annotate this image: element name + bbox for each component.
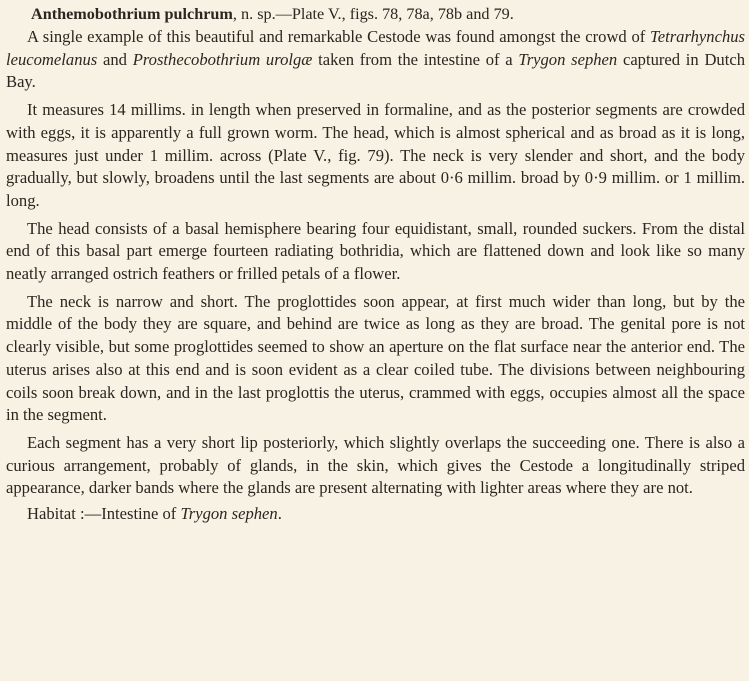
- paragraph-text: The neck is narrow and short. The proglottides soon appear, at first much wider than long, but by the middle of the body they are square, and behind are twice as long as they are broad. The genital pore is not clearly visible, but some proglottides seemed to show an aperture on the flat surface near the anterior end. The uterus arises also at this end and is soon evident as a clear coiled tube. The divisions between neighbouring coils soon break down, and in the last proglottis the uterus, crammed with eggs, occupies almost all the space in the segment.: [6, 291, 745, 425]
- paragraph-text: Each segment has a very short lip posteriorly, which slightly overlaps the succeeding one. There is also a curious arrangement, probably of glands, in the skin, which gives the Cestode a longitudinally striped appearance, darker bands where the glands are present alternating with lighter areas where they are not.: [6, 432, 745, 498]
- paragraph-text: captured in Dutch Bay.: [6, 49, 746, 92]
- paragraph-text: A single example of this beautiful and remarkable Cestode was found amongst the crowd of: [27, 27, 651, 46]
- paragraph: [6, 432, 745, 500]
- species-name: Tetrarhynchus leucomelanus: [6, 27, 745, 69]
- habitat-label: Habitat :—Intestine of: [27, 504, 181, 524]
- species-heading-detail: , n. sp.—Plate V., figs. 78, 78a, 78b and 79.: [232, 5, 514, 23]
- paragraph-text: The head consists of a basal hemisphere bearing four equidistant, small, rounded suckers. From the distal end of this basal part emerge fourteen radiating bothridia, which are flattened down and look like so many neatly arranged ostrich feathers or frilled petals of a flower.: [6, 218, 745, 284]
- habitat-species: Trygon sephen: [180, 504, 278, 524]
- habitat-end: .: [277, 504, 282, 524]
- paragraph-text: and: [97, 49, 133, 69]
- species-title: Anthemobothrium pulchrum: [31, 5, 233, 23]
- paragraph-text: taken from the intestine of a: [312, 49, 519, 69]
- paragraph: [6, 218, 745, 286]
- species-name: Prosthecobothrium urolgæ: [132, 49, 313, 69]
- species-heading: [31, 3, 745, 26]
- habitat-line: [6, 503, 745, 526]
- body-text: [6, 26, 745, 500]
- paragraph: [6, 26, 745, 94]
- paragraph-text: It measures 14 millims. in length when preserved in formaline, and as the posterior segments are crowded with eggs, it is apparently a full grown worm. The head, which is almost spherical and as broad as it is long, measures just under 1 millim. across (Plate V., fig. 79). The neck is very slender and short, and the body gradually, but slowly, broadens until the last segments are about 0·6 millim. broad by 0·9 millim. or 1 millim. long.: [6, 100, 745, 210]
- species-name: Trygon sephen: [518, 49, 618, 69]
- paragraph: [6, 291, 745, 427]
- paragraph: [6, 99, 745, 213]
